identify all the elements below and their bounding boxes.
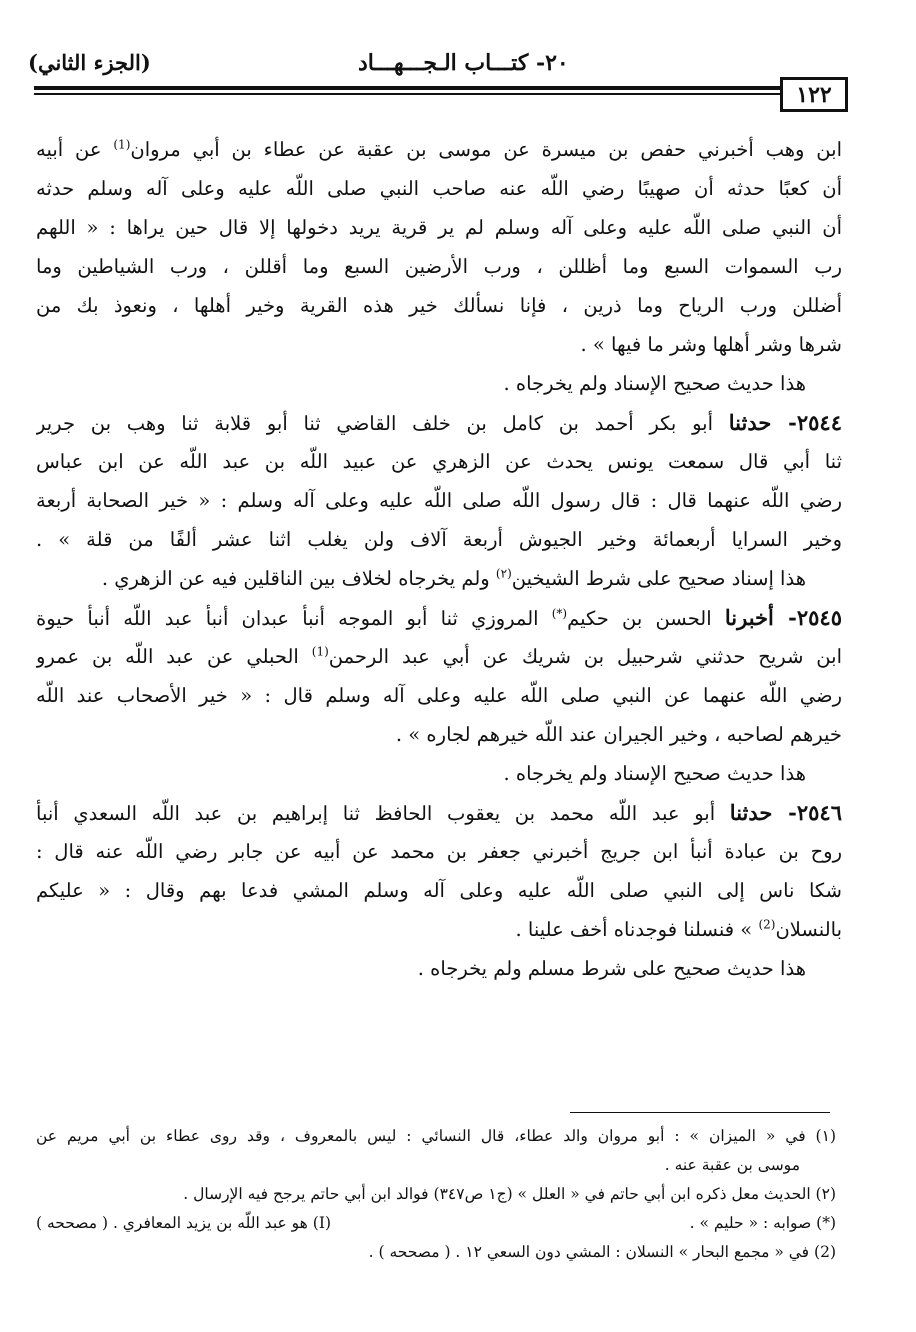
text-line: شرها وشر أهلها وشر ما فيها » . [580,333,842,356]
hadith-2546-line: ٢٥٤٦- حدثنا أبو عبد اللّه محمد بن يعقوب الحافظ ثنا إبراهيم بن عبد اللّه السعدي أنبأ [36,800,842,825]
hadith-2545-line: ٢٥٤٥- أخبرنا الحسن بن حكيم(*) المروزي ثنا أبو الموجه أنبأ عبدان أنبأ عبد اللّه أنبأ حيوة [36,605,842,630]
footnotes [36,1122,836,1267]
text-line: شكا ناس إلى النبي صلى اللّه عليه وعلى آله وسلم المشي فدعا بهم وقال : « عليكم [36,879,842,902]
text-line: ابن شريح حدثني شرحبيل بن شريك عن أبي عبد الرحمن$^{(1)}$ الحبلي عن عبد اللّه بن عمرو [36,644,842,668]
page-number-box [780,77,848,112]
text-line: أضللن ورب الرياح وما ذرين ، فإنا نسألك خير هذه القرية وخير أهلها ، ونعوذ بك من [36,294,842,317]
text-line: ابن وهب أخبرني حفص بن ميسرة عن موسى بن عقبة عن عطاء بن أبي مروان$^{(1)}$ عن أبيه [36,137,842,161]
footnote-I: (I) هو عبد اللّه بن يزيد المعافري . ( مصححه ) [36,1214,332,1232]
volume-label: (الجزء الثاني) [28,50,151,75]
verdict-line: هذا حديث صحيح الإسناد ولم يخرجاه . [503,372,806,395]
footnote-2: (٢) الحديث معل ذكره ابن أبي حاتم في « العلل » (ج١ ص٣٤٧) فوالد ابن أبي حاتم يرجح فيه الإرسال . [183,1185,836,1203]
text-line: وخير السرايا أربعمائة وخير الجيوش أربعة آلاف ولن يغلب اثنا عشر ألفًا من قلة » . [36,528,842,551]
text-line: رب السموات السبع وما أظللن ، ورب الأرضين السبع وما أقللن ، ورب الشياطين وما [36,255,842,278]
hadith-number: ٢٥٤٥- أخبرنا [724,605,842,630]
hadith-2544-line: ٢٥٤٤- حدثنا أبو بكر أحمد بن كامل بن خلف القاضي ثنا أبو قلابة ثنا وهب بن جرير [36,410,842,435]
text-line: أن النبي صلى اللّه عليه وعلى آله وسلم لم ير قرية يريد دخولها إلا قال حين يراها : « اللهم [36,216,842,239]
footnote-separator [570,1112,830,1113]
verdict-line: هذا إسناد صحيح على شرط الشيخين$^{(٢)}$ ولم يخرجاه لخلاف بين الناقلين فيه عن الزهري . [101,566,806,590]
text-line: رضي اللّه عنهما قال : قال رسول اللّه صلى اللّه عليه وعلى آله وسلم : « خير الصحابة أربعة [36,489,842,512]
text-line: روح بن عبادة أنبأ ابن جريج أخبرني جعفر بن محمد عن أبيه عن جابر رضي اللّه عنه قال : [36,840,842,863]
page-number: ١٢٢ [796,81,832,108]
text-line: ثنا أبي قال سمعت يونس يحدث عن الزهري عن عبيد اللّه بن عبد اللّه عن ابن عباس [36,450,842,473]
hadith-number: ٢٥٤٦- حدثنا [729,800,842,825]
header-rule-thin [34,93,780,95]
running-header [28,48,858,84]
text-line: رضي اللّه عنهما عن النبي صلى اللّه عليه وعلى آله وسلم قال : « خير الأصحاب عند اللّه [36,684,842,707]
footnote-pair [36,1209,836,1238]
main-text [36,130,842,988]
text-line: خيرهم لصاحبه ، وخير الجيران عند اللّه خيرهم لجاره » . [395,723,842,746]
text-line: بالنسلان$^{(2)}$ » فنسلنا فوجدناه أخف علينا . [515,917,842,941]
book-title: ٢٠- كتـــاب الـجـــهـــاد [358,50,569,76]
footnote-2b: (2) في « مجمع البحار » النسلان : المشي دون السعي ١٢ . ( مصححه ) . [368,1243,836,1261]
text-line: أن كعبًا حدثه أن صهيبًا رضي اللّه عنه صاحب النبي صلى اللّه عليه وعلى آله وسلم حدثه [36,177,842,200]
footnote-1-continued: موسى بن عقبة عنه . [664,1156,800,1174]
footnote-1: (١) في « الميزان » : أبو مروان والد عطاء، قال النسائي : ليس بالمعروف ، وقد روى عطاء بن أبي مريم عن [36,1127,836,1145]
verdict-line: هذا حديث صحيح على شرط مسلم ولم يخرجاه . [417,957,806,980]
footnote-star: (*) صوابه : « حليم » . [689,1214,836,1232]
hadith-number: ٢٥٤٤- حدثنا [728,410,842,435]
header-rule-thick [34,86,780,90]
verdict-line: هذا حديث صحيح الإسناد ولم يخرجاه . [503,762,806,785]
